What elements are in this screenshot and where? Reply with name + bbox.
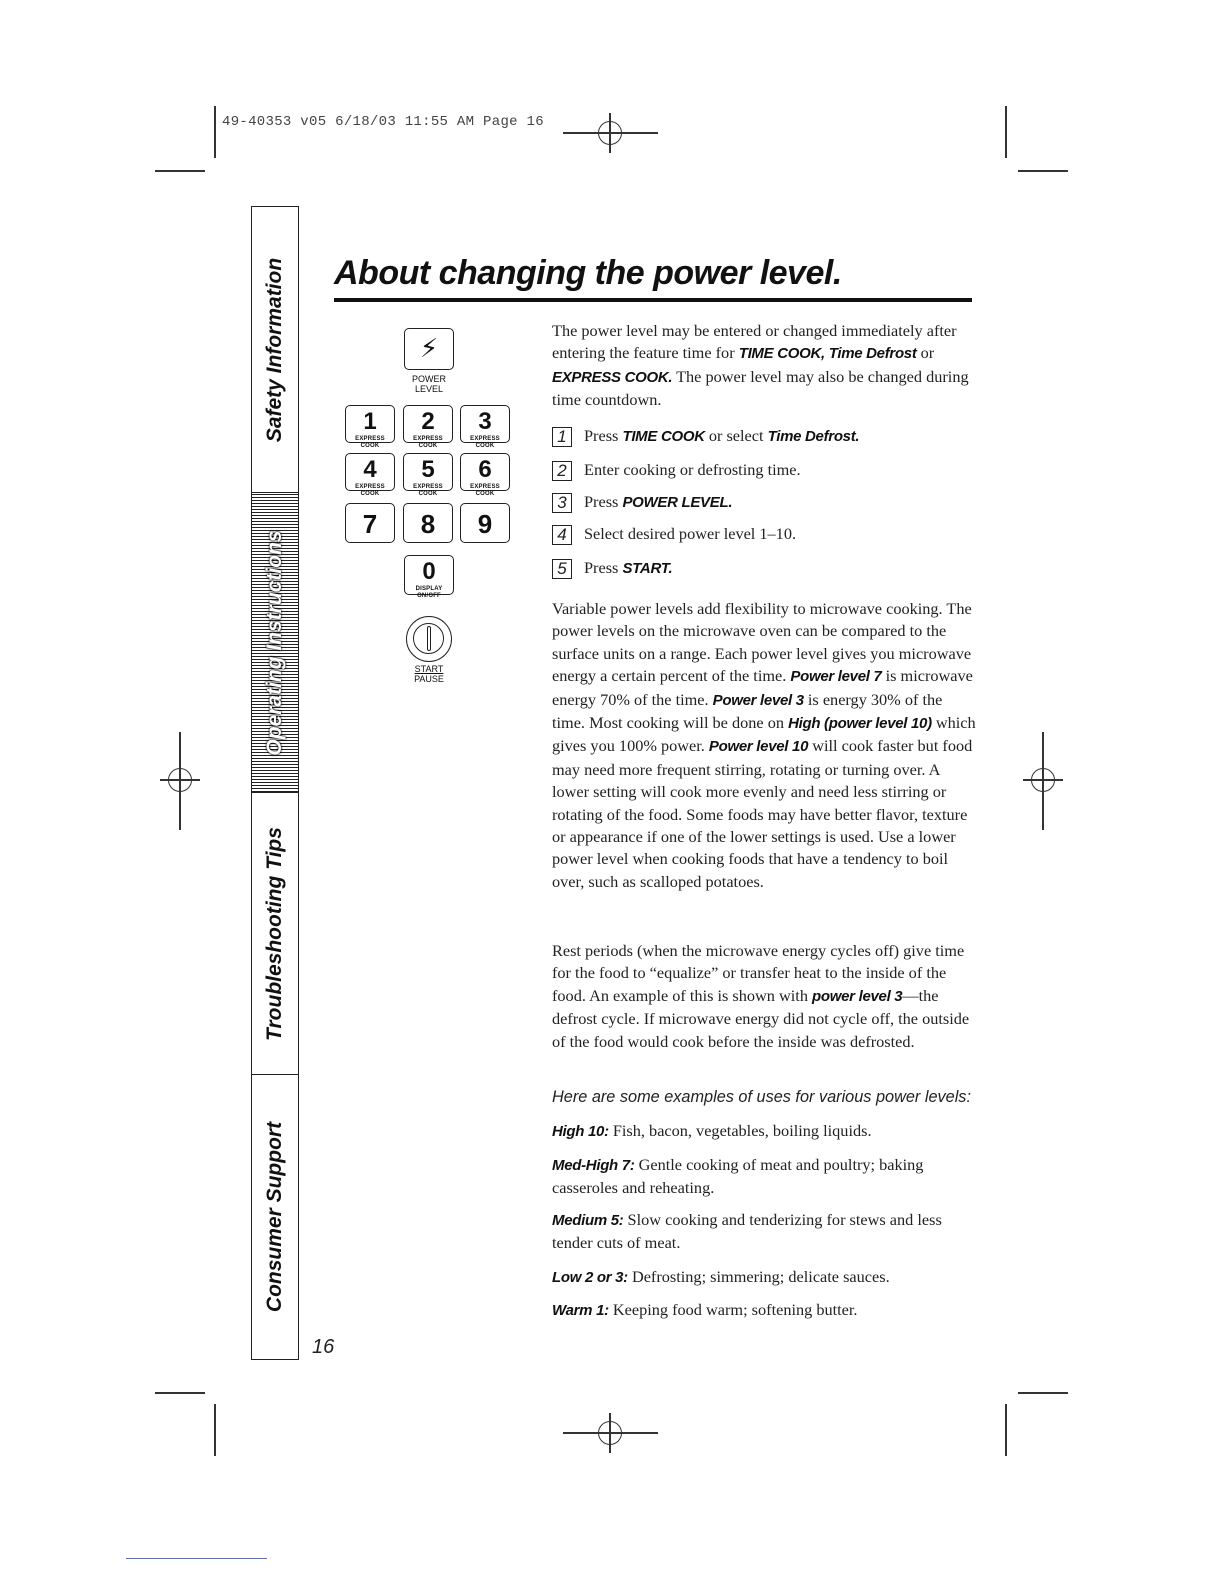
number-key-3 (460, 405, 510, 449)
crop-mark (1018, 1392, 1068, 1394)
registration-mark-icon (590, 113, 630, 153)
lightning-bolt-icon: ⚡︎ (419, 334, 439, 364)
tab-consumer-support[interactable] (252, 1075, 298, 1359)
tab-label: Consumer Support (263, 1121, 286, 1313)
intro-paragraph: The power level may be entered or changed immediately after entering the feature time for TIME COOK, Time Defrost or EXPRESS COOK. The power level may also be changed during time countdown. (552, 321, 969, 410)
key-number: 3 (478, 408, 492, 435)
start-pause-icon (406, 616, 452, 662)
example-medium: Medium 5: Slow cooking and tenderizing for stews and less tender cuts of meat. (552, 1210, 942, 1252)
example-high: High 10: Fish, bacon, vegetables, boiling liquids. (552, 1121, 872, 1140)
key-number: 2 (421, 408, 435, 435)
key-number: 1 (363, 408, 377, 435)
step-number: 4 (552, 525, 572, 545)
tab-troubleshooting-tips[interactable] (252, 793, 298, 1075)
key-subtitle: EXPRESS COOK (470, 436, 500, 449)
caption-line: LEVEL (414, 384, 444, 394)
power-level-caption (404, 374, 454, 394)
caption-line: POWER (411, 374, 446, 384)
crop-mark (1018, 170, 1068, 172)
registration-mark-icon (160, 760, 200, 800)
start-pause-caption (404, 664, 454, 684)
crop-mark (214, 106, 216, 158)
key-number: 8 (420, 509, 436, 539)
number-key-9 (460, 503, 510, 543)
key-subtitle: EXPRESS COOK (413, 436, 443, 449)
print-slug: 49-40353 v05 6/18/03 11:55 AM Page 16 (222, 114, 544, 130)
power-level-key (404, 328, 454, 370)
example-low: Low 2 or 3: Defrosting; simmering; delicate sauces. (552, 1267, 890, 1286)
number-key-4 (345, 453, 395, 497)
step-4: 4 Select desired power level 1–10. (552, 522, 796, 546)
key-number: 6 (478, 456, 492, 483)
key-subtitle: EXPRESS COOK (470, 484, 500, 497)
crop-mark (214, 1404, 216, 1456)
example-med-high: Med-High 7: Gentle cooking of meat and poultry; baking casseroles and reheating. (552, 1155, 924, 1197)
section-tabs (251, 206, 299, 1360)
page-title: About changing the power level. (334, 254, 842, 292)
caption-line: START (414, 664, 444, 674)
link-underline (126, 1558, 267, 1559)
power-levels-paragraph: Variable power levels add flexibility to microwave cooking. The power levels on the microwave oven can be compared to the surface units on a range. Each power level gives you microwave energy a certain percent of the time. Power level 7 is microwave energy 70% of the time. Power level 3 is energy 30% of the time. Most cooking will be done on High (power level 10) which gives you 100% power. Power level 10 will cook faster but food may need more frequent stirring, rotating or turning over. A lower setting will cook more evenly and need less stirring or rotating of the food. Some foods may have better flavor, texture or appearance if one of the lower settings is used. Use a lower power level when cooking foods that have a tendency to boil over, such as scalloped potatoes. (552, 599, 976, 891)
number-key-2 (403, 405, 453, 449)
crop-mark (155, 170, 205, 172)
key-number: 9 (477, 509, 493, 539)
step-3: 3 Press POWER LEVEL. (552, 490, 732, 514)
crop-mark (1005, 1404, 1007, 1456)
caption-line: PAUSE (414, 674, 444, 684)
key-number: 4 (363, 456, 377, 483)
number-key-5 (403, 453, 453, 497)
step-1: 1 Press TIME COOK or select Time Defrost. (552, 424, 859, 448)
key-number: 0 (422, 558, 436, 585)
number-key-1 (345, 405, 395, 449)
step-5: 5 Press START. (552, 556, 672, 580)
key-number: 7 (362, 509, 378, 539)
examples-heading: Here are some examples of uses for various power levels: (552, 1088, 971, 1106)
key-subtitle: DISPLAY ON/OFF (415, 586, 443, 599)
crop-mark (155, 1392, 205, 1394)
tab-safety-information[interactable] (252, 207, 298, 493)
tab-label: Safety Information (263, 257, 286, 442)
key-subtitle: EXPRESS COOK (355, 436, 385, 449)
key-subtitle: EXPRESS COOK (413, 484, 443, 497)
number-key-6 (460, 453, 510, 497)
title-rule (334, 298, 972, 302)
registration-mark-icon (590, 1413, 630, 1453)
page-number: 16 (312, 1336, 335, 1358)
step-number: 1 (552, 427, 572, 447)
number-key-7 (345, 503, 395, 543)
step-number: 2 (552, 461, 572, 481)
registration-mark-icon (1023, 760, 1063, 800)
rest-periods-paragraph: Rest periods (when the microwave energy cycles off) give time for the food to “equalize” or transfer heat to the inside of the food. An example of this is shown with power level 3—the defrost cycle. If microwave energy did not cycle off, the outside of the food would cook before the inside was defrosted. (552, 941, 970, 1051)
tab-label: Operating Instructions (263, 529, 286, 756)
tab-label: Troubleshooting Tips (263, 826, 286, 1041)
step-2: 2 Enter cooking or defrosting time. (552, 458, 801, 482)
key-number: 5 (421, 456, 435, 483)
step-number: 3 (552, 493, 572, 513)
key-subtitle: EXPRESS COOK (355, 484, 385, 497)
example-warm: Warm 1: Keeping food warm; softening butter. (552, 1300, 858, 1319)
crop-mark (1005, 106, 1007, 158)
number-key-8 (403, 503, 453, 543)
step-number: 5 (552, 559, 572, 579)
tab-operating-instructions[interactable] (252, 493, 298, 793)
number-key-0 (404, 555, 454, 599)
